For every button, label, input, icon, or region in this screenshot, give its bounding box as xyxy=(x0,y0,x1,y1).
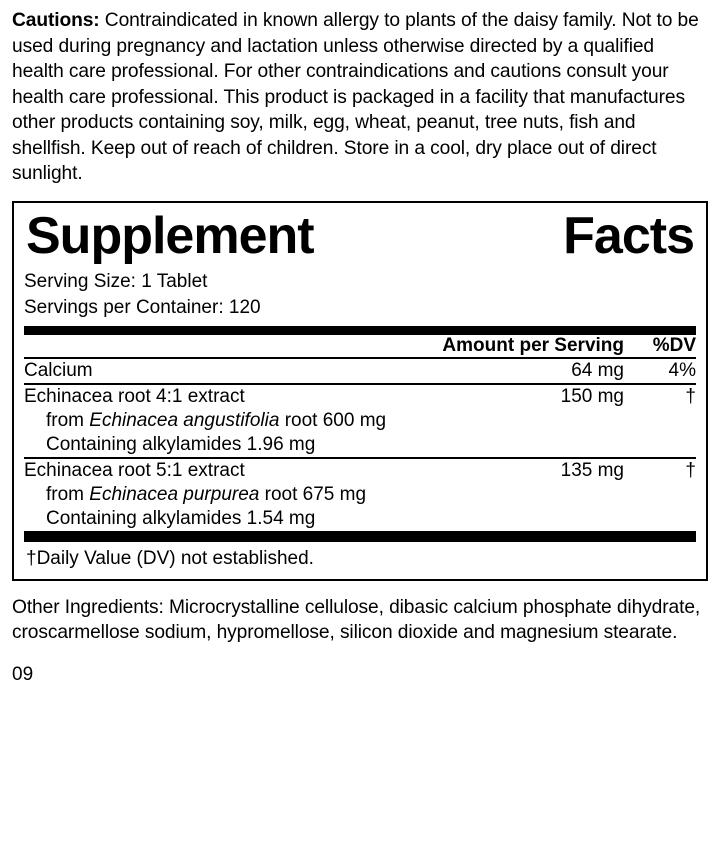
nutrient-table-echinacea-5-1 xyxy=(24,459,696,531)
nutrient-name: Echinacea root 4:1 extract xyxy=(24,385,245,407)
table-header-row xyxy=(24,335,696,357)
daily-value-footnote: †Daily Value (DV) not established. xyxy=(26,547,314,569)
nutrient-subline xyxy=(24,409,535,433)
subline-pre: from xyxy=(46,483,90,505)
subline-italic: Echinacea purpurea xyxy=(89,483,260,505)
subline-italic: Echinacea angustifolia xyxy=(89,409,280,431)
divider-thick-bottom xyxy=(24,531,696,542)
nutrient-name: Calcium xyxy=(24,359,93,381)
header-percent-dv: %DV xyxy=(652,334,696,356)
divider-thick-top xyxy=(24,326,696,335)
nutrient-block xyxy=(24,385,535,457)
subline-post: root 600 mg xyxy=(279,409,387,431)
nutrient-dv: 4% xyxy=(668,359,696,381)
supplement-facts-title-right: Facts xyxy=(563,206,694,265)
nutrient-subline xyxy=(24,483,530,507)
serving-size: Serving Size: 1 Tablet xyxy=(24,270,208,292)
nutrient-amount: 150 mg xyxy=(560,385,624,407)
nutrient-dv: † xyxy=(685,385,696,407)
subline-pre: Containing alkylamides 1.54 mg xyxy=(46,507,316,529)
subline-post: root 675 mg xyxy=(259,483,367,505)
nutrient-block xyxy=(24,459,530,531)
cautions-label: Cautions: xyxy=(12,10,100,31)
other-ingredients: Other Ingredients: Microcrystalline cellulose, dibasic calcium phosphate dihydrate, croscarmellose sodium, hypromellose, silicon dioxide and magnesium stearate. xyxy=(12,596,701,644)
nutrient-subline xyxy=(24,507,530,531)
cautions-text: Contraindicated in known allergy to plants of the daisy family. Not to be used during pregnancy and lactation unless otherwise directed by a qualified health care professional. For other contraindications and cautions consult your health care professional. This product is packaged in a facility that manufactures other products containing soy, milk, egg, wheat, peanut, tree nuts, fish and shellfish. Keep out of reach of children. Store in a cool, dry place out of direct sunlight. xyxy=(12,10,699,184)
nutrient-subline xyxy=(24,433,535,457)
page-code: 09 xyxy=(12,663,34,685)
table-row xyxy=(24,459,696,531)
nutrient-table-calcium xyxy=(24,359,696,383)
supplement-facts-title-left: Supplement xyxy=(26,206,314,265)
table-row xyxy=(24,385,696,457)
cautions-paragraph xyxy=(12,8,708,187)
servings-per-container: Servings per Container: 120 xyxy=(24,296,261,318)
nutrient-dv: † xyxy=(685,459,696,481)
supplement-facts-table xyxy=(24,335,696,357)
table-row xyxy=(24,359,696,383)
nutrient-amount: 64 mg xyxy=(571,359,624,381)
nutrient-name: Echinacea root 5:1 extract xyxy=(24,459,245,481)
header-amount-per-serving: Amount per Serving xyxy=(442,334,624,356)
supplement-facts-panel xyxy=(12,201,708,581)
supplement-facts-title xyxy=(24,206,696,265)
subline-pre: Containing alkylamides 1.96 mg xyxy=(46,433,316,455)
nutrient-amount: 135 mg xyxy=(560,459,624,481)
subline-pre: from xyxy=(46,409,90,431)
nutrient-table-echinacea-4-1 xyxy=(24,385,696,457)
